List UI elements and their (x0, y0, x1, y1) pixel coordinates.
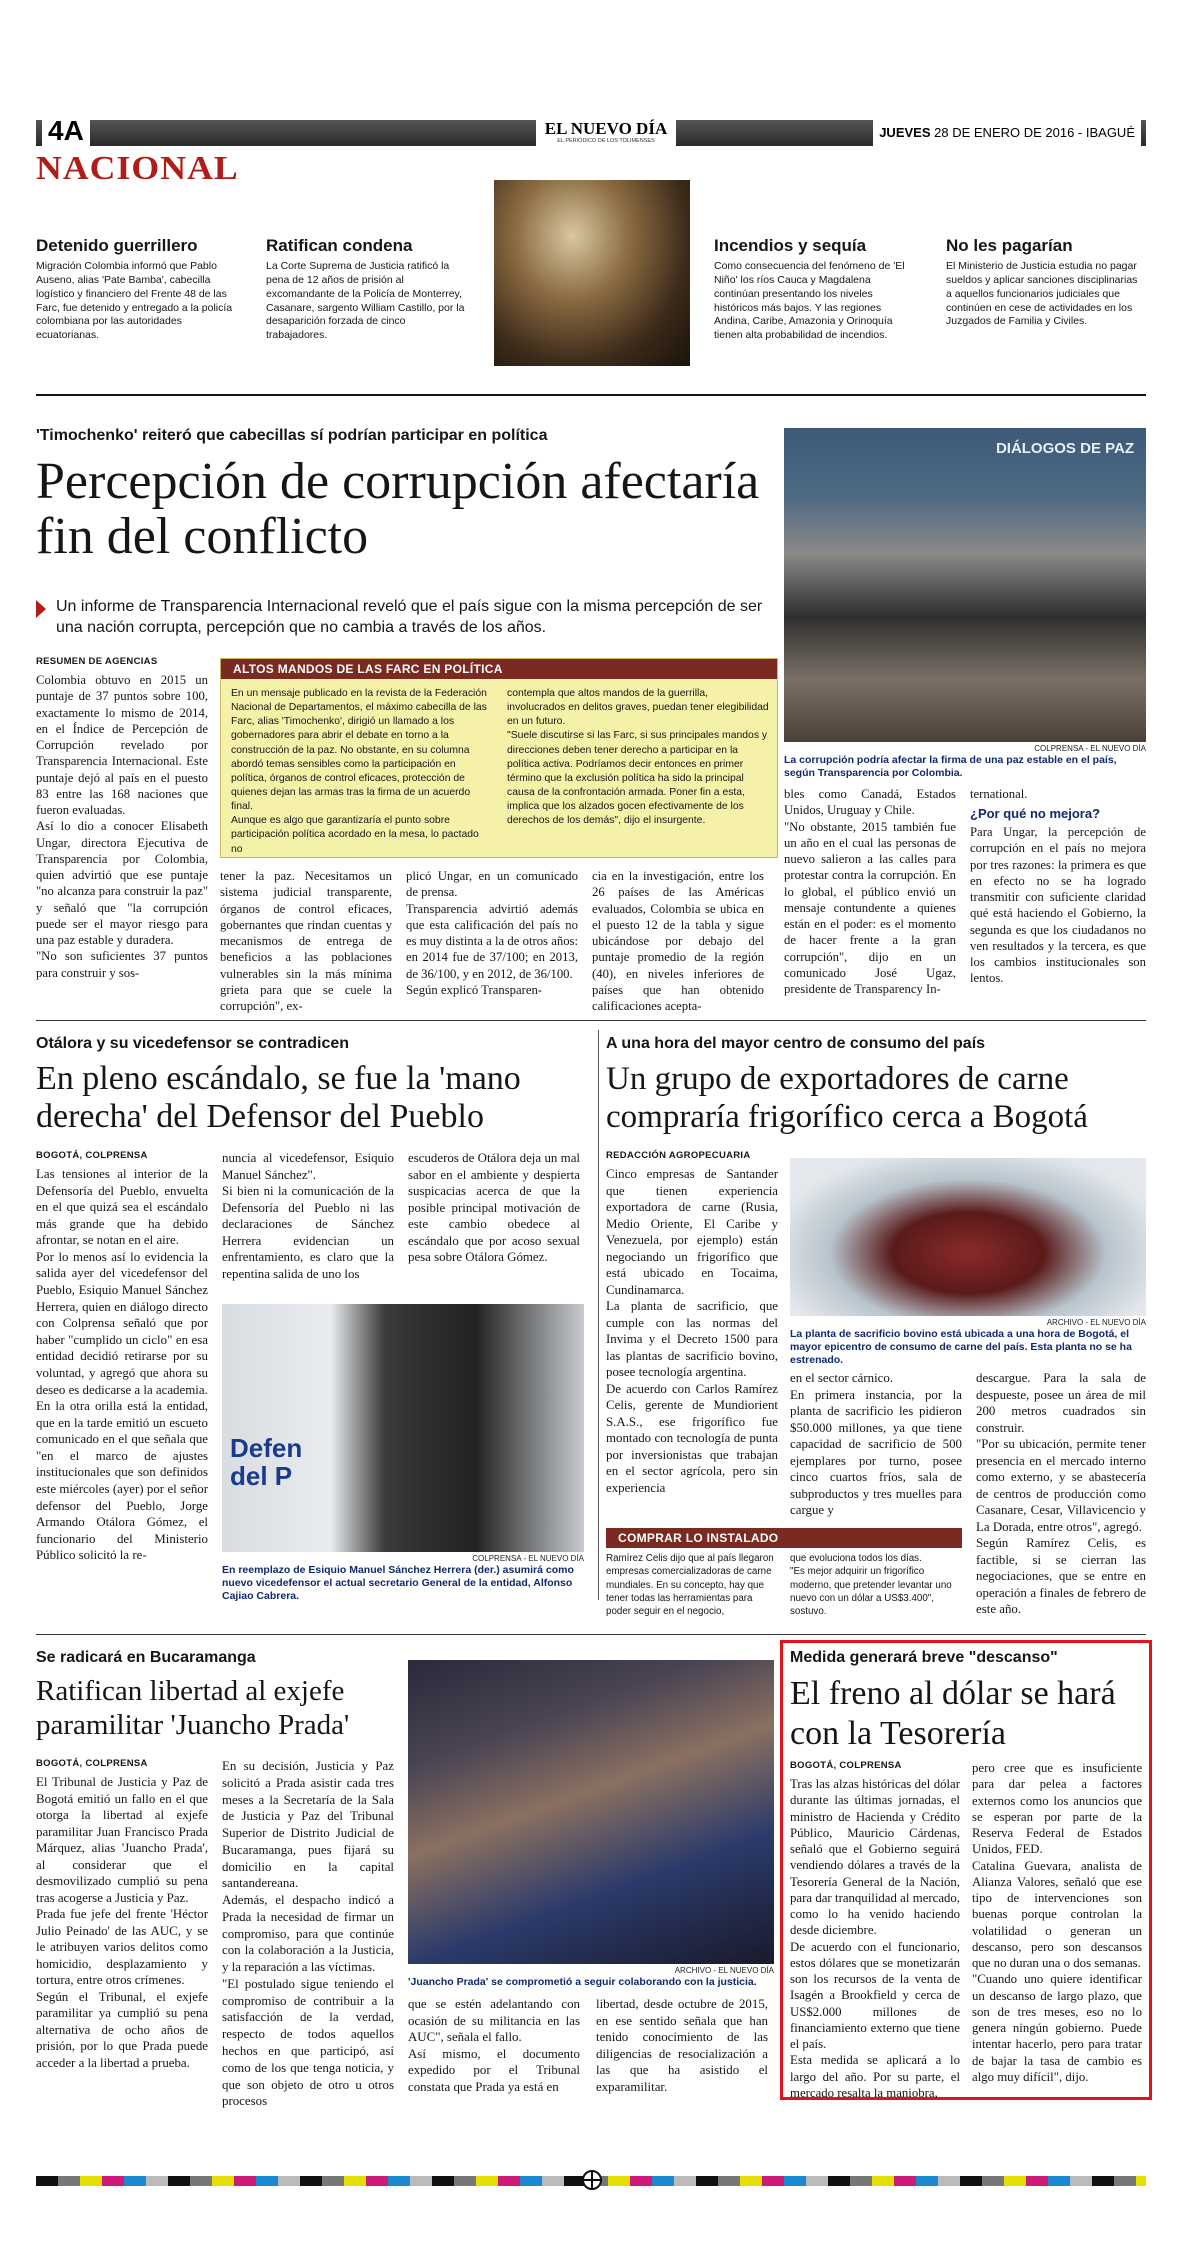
story2-kicker: Otálora y su vicedefensor se contradicen (36, 1035, 350, 1052)
prada-photo (408, 1660, 774, 1964)
comprar-box-col2: que evoluciona todos los días. "Es mejor adquirir un frigorífico moderno, que pretender levantar uno nuevo con un dólar a US$3.400", sostuvo. (790, 1553, 952, 1618)
story3-col1: Cinco empresas de Santander que tienen experiencia exportadora de carne (Rusia, Medio Oriente, El Caribe y Venezuela, por ejemplo) están negociando un frigorífico que está ubicado en Tocaima, Cundinamarca. La planta de sacrificio, que cumple con las normas del Invima y el Decreto 1500 para las plantas de sacrificio bovino, posee tecnología argentina. De acuerdo con Carlos Ramírez Celis, gerente de Mundiorient S.A.S., ese frigorífico fue montado con tecnología de punta por inversionistas que trabajan en el sector agrícola, pero sin experiencia (606, 1167, 778, 1495)
brief-title: Ratifican condena (266, 236, 413, 255)
story1-byline: RESUMEN DE AGENCIAS (36, 656, 158, 667)
story5-col2: pero cree que es insuficiente para dar pelea a factores externos como los anuncios que se esperan por parte de la Reserva Federal de Estados Unidos, FED. Catalina Guevara, analista de Alianza Valores, señaló que ese tipo de intervenciones son buenas porque controlan la volatilidad o generan un descanso, pero son descansos que no duran una o dos semanas. "Cuando uno quiere identificar un descanso de largo plazo, que son de tres meses, eso no lo genera ningún gobierno. Puede intentar hacerlo, pero para tratar de bajar la tasa de cambio es algo muy difícil", dijo. (972, 1761, 1142, 2084)
farc-box (220, 658, 778, 858)
brief-text: Como consecuencia del fenómeno de 'El Niño' los ríos Cauca y Magdalena continúan presentando los niveles históricos más bajos. Y las regiones Andina, Caribe, Amazonia y Orinoquía tienen alta probabilidad de incendios. (714, 260, 905, 342)
masthead-logo: EL NUEVO DÍA (544, 119, 668, 138)
peace-talks-photo (784, 428, 1146, 742)
photo-banner: DIÁLOGOS DE PAZ (995, 440, 1134, 457)
story4-col2: En su decisión, Justicia y Paz solicitó a Prada asistir cada tres meses a la Secretaría de la Sala de Justicia y Paz del Tribunal Superior de Distrito Judicial de Bucaramanga, pues fijará su domicilio en la capital santandereana. Además, el despacho indicó a Prada la necesidad de firmar un compromiso, para que continúe con la colaboración a la Justicia, y la reparación a las víctimas. "El postulado sigue teniendo el compromiso de contribuir a la satisfacción de la verdad, respecto de todos aquellos hechos en que participó, así como de los que tenga noticia, y que son objeto de otro u otros procesos (222, 1759, 394, 2109)
brief-text: El Ministerio de Justicia estudia no pagar sueldos y aplicar sanciones disciplinarias a aquellos funcionarios judiciales que continúen en cese de actividades en los Juzgados de Familia y Civiles. (946, 260, 1138, 328)
dateline-rest: 28 DE ENERO DE 2016 - IBAGUÉ (934, 125, 1135, 140)
masthead (536, 120, 676, 146)
divider (36, 1020, 1146, 1021)
story1-subhead: ¿Por qué no mejora? (970, 806, 1101, 821)
column-divider (598, 1030, 599, 1600)
story1-col4: cia en la investigación, entre los 26 países de las Américas evaluados, Colombia se ubica en el puesto 12 de la tabla y sigue ubicándose por debajo del puntaje promedio de la región (40), en niveles inferiores de países que han obtenido calificaciones acepta- (592, 869, 764, 1013)
brief-text: Migración Colombia informó que Pablo Auseno, alias 'Pate Bamba', cabecilla logístico y financiero del Frente 48 de las Farc, fue detenido y entregado a la policía colombiana por las autoridades ecuatorianas. (36, 260, 233, 342)
story1-headline: Percepción de corrupción afectaría fin del conflicto (36, 453, 760, 565)
story3-headline: Un grupo de exportadores de carne compraría frigorífico cerca a Bogotá (606, 1061, 1088, 1135)
brief-title: Incendios y sequía (714, 236, 867, 255)
story3-col3: descargue. Para la sala de despueste, posee un área de mil 200 metros cuadrados sin construir. "Por su ubicación, permite tener presencia en el mercado interno como externo, y se abastecería de centros de producción como Casanare, Cesar, Villavicencio y La Dorada, entre otros", agregó. Según Ramírez Celis, es factible, si se cierran las negociaciones, que se entre en operación a finales de febrero de este año. (976, 1371, 1146, 1617)
story2-photo-caption: En reemplazo de Esiquio Manuel Sánchez Herrera (der.) asumirá como nuevo vicedefensor el actual secretario General de la entidad, Alfonso Cajiao Cabrera. (222, 1564, 574, 1603)
comprar-box-title: COMPRAR LO INSTALADO (606, 1528, 962, 1548)
story1-col5: bles como Canadá, Estados Unidos, Uruguay y Chile. "No obstante, 2015 también fue un año en el cual las personas de nuevo salieron a las calles para protestar contra la corrupción. En lo global, el público envió un mensaje contundente a quienes están en el poder: es el momento de hacer frente a la gran corrupción", dijo en un comunicado José Ugaz, presidente de Transparency In- (784, 787, 956, 996)
story1-col2: tener la paz. Necesitamos un sistema judicial transparente, órganos de control eficaces, gobernantes que rindan cuentas y mecanismos de entrega de beneficios a las poblaciones vulnerables sin la más mínima grieta para que se cuele la corrupción", ex- (220, 869, 392, 1013)
story1-deck: Un informe de Transparencia Internacional reveló que el país sigue con la misma percepción de ser una nación corrupta, percepción que no cambia a través de los años. (56, 598, 763, 636)
story1-col3: plicó Ungar, en un comunicado de prensa. Transparencia advirtió además que esta calificación del país no es muy distinta a la de otros años: en 2014 fue de 37/100; en 2013, de 36/100, y en 2012, de 36/100. Según explicó Transparen- (406, 869, 578, 997)
brief-item (36, 236, 236, 343)
story1-deck-marker (36, 600, 46, 618)
dateline-day: JUEVES (879, 125, 931, 140)
story4-kicker: Se radicará en Bucaramanga (36, 1649, 256, 1666)
story5-headline: El freno al dólar se hará con la Tesorería (790, 1675, 1116, 1752)
story5-kicker: Medida generará breve "descanso" (790, 1649, 1058, 1666)
story2-col1: Las tensiones al interior de la Defensoría del Pueblo, envuelta en el que quizá sea el escándalo más grande que ha debido afrontar, se notan en el aire. Por lo menos así lo evidencia la salida ayer del vicedefensor del Pueblo, Esiquio Manuel Sánchez Herrera, quien en diálogo directo con Colprensa señaló que por haber "cumplido un ciclo" en esa entidad decidió retirarse por su voluntad, y agregó que ahora su deseo es dedicarse a la academia. En la otra orilla está la entidad, que en la tarde emitió un escueto comunicado en el que señala que "en el marco de ajustes institucionales que son definidos este miércoles (ayer) por el señor defensor del Pueblo, Jorge Armando Otálora Gómez, el funcionario del Ministerio Público solicitó la re- (36, 1167, 208, 1563)
story1-kicker: 'Timochenko' reiteró que cabecillas sí podrían participar en política (36, 427, 548, 444)
story1-col6a: ternational. (970, 787, 1028, 801)
story5-byline: BOGOTÁ, COLPRENSA (790, 1760, 902, 1771)
brief-title: No les pagarían (946, 236, 1073, 255)
story1-col1: Colombia obtuvo en 2015 un puntaje de 37 puntos sobre 100, exactamente lo mismo de 2014, en el Índice de Percepción de Corrupción revelado por Transparencia Internacional. Este puntaje dejó al país en el puesto 83 entre las 168 naciones que fueron evaluadas. Así lo dio a conocer Elisabeth Ungar, directora Ejecutiva de Transparencia por Colombia, quien advirtió que ese puntaje "no alcanza para construir la paz" y señaló que "la corrupción puede ser el mayor riesgo para una paz estable y duradera. "No son suficientes 37 puntos para construir y sos- (36, 673, 208, 980)
page-number: 4A (42, 116, 90, 146)
story2-col3: escuderos de Otálora deja un mal sabor en el ambiente y despierta suspicacias acerca de que la posible principal motivación de este cambio obedece al escándalo que por acoso sexual pesa sobre Otálora Gómez. (408, 1151, 580, 1265)
divider (36, 1634, 1146, 1635)
story4-photo-credit: ARCHIVO - EL NUEVO DÍA (674, 1966, 774, 1975)
comprar-box-col1: Ramírez Celis dijo que al país llegaron empresas comercializadoras de carne mundiales. En su concepto, hay que tener todas las herramientas para poder seguir en el negocio, (606, 1553, 774, 1618)
story3-photo-credit: ARCHIVO - EL NUEVO DÍA (1046, 1318, 1146, 1327)
story3-photo-caption: La planta de sacrificio bovino está ubicada a una hora de Bogotá, el mayor epicentro de consumo de carne del país. Esta planta no se ha estrenado. (790, 1328, 1132, 1367)
story2-headline: En pleno escándalo, se fue la 'mano derecha' del Defensor del Pueblo (36, 1060, 521, 1135)
comprar-box (606, 1528, 962, 1618)
story1-photo-credit: COLPRENSA - EL NUEVO DÍA (1034, 744, 1146, 753)
story4-col3: que se estén adelantando con ocasión de su militancia en las AUC", señala el fallo. Así mismo, el documento expedido por el Tribunal constata que Prada ya está en (408, 1997, 580, 2094)
meat-plant-photo (790, 1158, 1146, 1316)
dateline (873, 120, 1141, 146)
fire-photo (494, 180, 690, 366)
story3-byline: REDACCIÓN AGROPECUARIA (606, 1150, 751, 1161)
defensoria-photo (222, 1304, 584, 1552)
brief-item (946, 236, 1146, 329)
story4-col4: libertad, desde octubre de 2015, en ese sentido señala que han tenido conocimiento de las diligencias de resocialización a las que ha asistido el exparamilitar. (596, 1997, 768, 2094)
farc-box-col2: contempla que altos mandos de la guerrilla, involucrados en delitos graves, puedan tener elegibilidad en un futuro. "Suele discutirse si las Farc, si sus principales mandos y direcciones deben tener derecho a participar en la política activa. Podríamos decir entonces en primer término que la exclusión política ha sido la principal causa de la confrontación armada. Poner fin a esta, implica que los alzados gocen efectivamente de los derechos de los demás", dijo el insurgente. (507, 688, 769, 827)
story1-col6b: Para Ungar, la percepción de corrupción en el país no mejora por tres razones: la primera es que en efecto no se ha logrado transmitir con suficiente claridad qué está haciendo el Gobierno, la segunda es que los ciudadanos no ven resultados y la tercera, es que los cambios institucionales son lentos. (970, 825, 1146, 986)
story2-col2: nuncia al vicedefensor, Esiquio Manuel Sánchez". Si bien ni la comunicación de la Defensoría del Pueblo ni las declaraciones de Sánchez Herrera evidencian un enfrentamiento, es claro que la repentina salida de uno los (222, 1151, 394, 1281)
story1-photo-caption: La corrupción podría afectar la firma de una paz estable en el país, según Transparencia por Colombia. (784, 754, 1117, 780)
registration-mark-icon (582, 2170, 602, 2190)
farc-box-col1: En un mensaje publicado en la revista de la Federación Nacional de Departamentos, el máximo cabecilla de las Farc, alias 'Timochenko', dirigió un llamado a los gobernadores para abrir el debate en torno a la construcción de la paz. No obstante, en su columna abordó temas sensibles como la participación en política, órganos de control eficaces, protección de quienes dejan las armas tras la firma de un acuerdo final. Aunque es algo que garantizaría el punto sobre participación política acordado en la mesa, lo pactado no (231, 688, 487, 855)
story2-photo-credit: COLPRENSA - EL NUEVO DÍA (472, 1554, 584, 1563)
masthead-tagline: EL PERIÓDICO DE LOS TOLIMENSES (557, 138, 655, 144)
story4-col1: El Tribunal de Justicia y Paz de Bogotá emitió un fallo en el que otorga la libertad al exjefe paramilitar Juan Francisco Prada Márquez, alias 'Juancho Prada', al considerar que el desmovilizado cumplió su pena tras acogerse a Justicia y Paz. Prada fue jefe del frente 'Héctor Julio Peinado' de las AUC, y se le atribuyen varios delitos como homicidio, desplazamiento y tortura, entre otros crímenes. Según el Tribunal, el exjefe paramilitar ya cumplió su pena alternativa de ocho años de prisión, por lo que Prada puede acceder a la libertad a prueba. (36, 1775, 208, 2070)
story4-headline: Ratifican libertad al exjefe paramilitar 'Juancho Prada' (36, 1675, 350, 1741)
story3-kicker: A una hora del mayor centro de consumo del país (606, 1035, 986, 1052)
brief-title: Detenido guerrillero (36, 236, 198, 255)
farc-box-title: ALTOS MANDOS DE LAS FARC EN POLÍTICA (221, 659, 777, 679)
story4-photo-caption: 'Juancho Prada' se comprometió a seguir colaborando con la justicia. (408, 1976, 757, 1988)
section-title: NACIONAL (36, 150, 239, 187)
story4-byline: BOGOTÁ, COLPRENSA (36, 1758, 148, 1769)
story2-byline: BOGOTÁ, COLPRENSA (36, 1150, 148, 1161)
brief-text: La Corte Suprema de Justicia ratificó la pena de 12 años de prisión al excomandante de la Policía de Monterrey, Casanare, sargento William Castillo, por la desaparición forzada de cinco trabajadores. (266, 260, 465, 342)
brief-item (714, 236, 914, 343)
divider (36, 394, 1146, 396)
story5-col1: Tras las alzas históricas del dólar durante las últimas jornadas, el ministro de Hacienda y Crédito Público, Mauricio Cárdenas, señaló que el Gobierno seguirá vendiendo dólares a través de la Tesorería General de la Nación, para dar tranquilidad al mercado, como lo ha venido haciendo desde diciembre. De acuerdo con el funcionario, estos dólares que se monetizarán son los recursos de la venta de Isagén a Brookfield y cerca de US$2.000 millones de financiamiento externo que tiene el país. Esta medida se aplicará a lo largo del año. Por su parte, el mercado resalta la maniobra, (790, 1777, 960, 2100)
story3-col2: en el sector cárnico. En primera instancia, por la planta de sacrificio les pidieron $50.000 millones, ya que tiene capacidad de sacrificio de 500 ejemplares por turno, posee cinco cuartos fríos, sala de subproductos y tres muelles para cargue y (790, 1371, 962, 1518)
brief-item (266, 236, 466, 343)
photo-sign: Defen del P (230, 1433, 303, 1491)
